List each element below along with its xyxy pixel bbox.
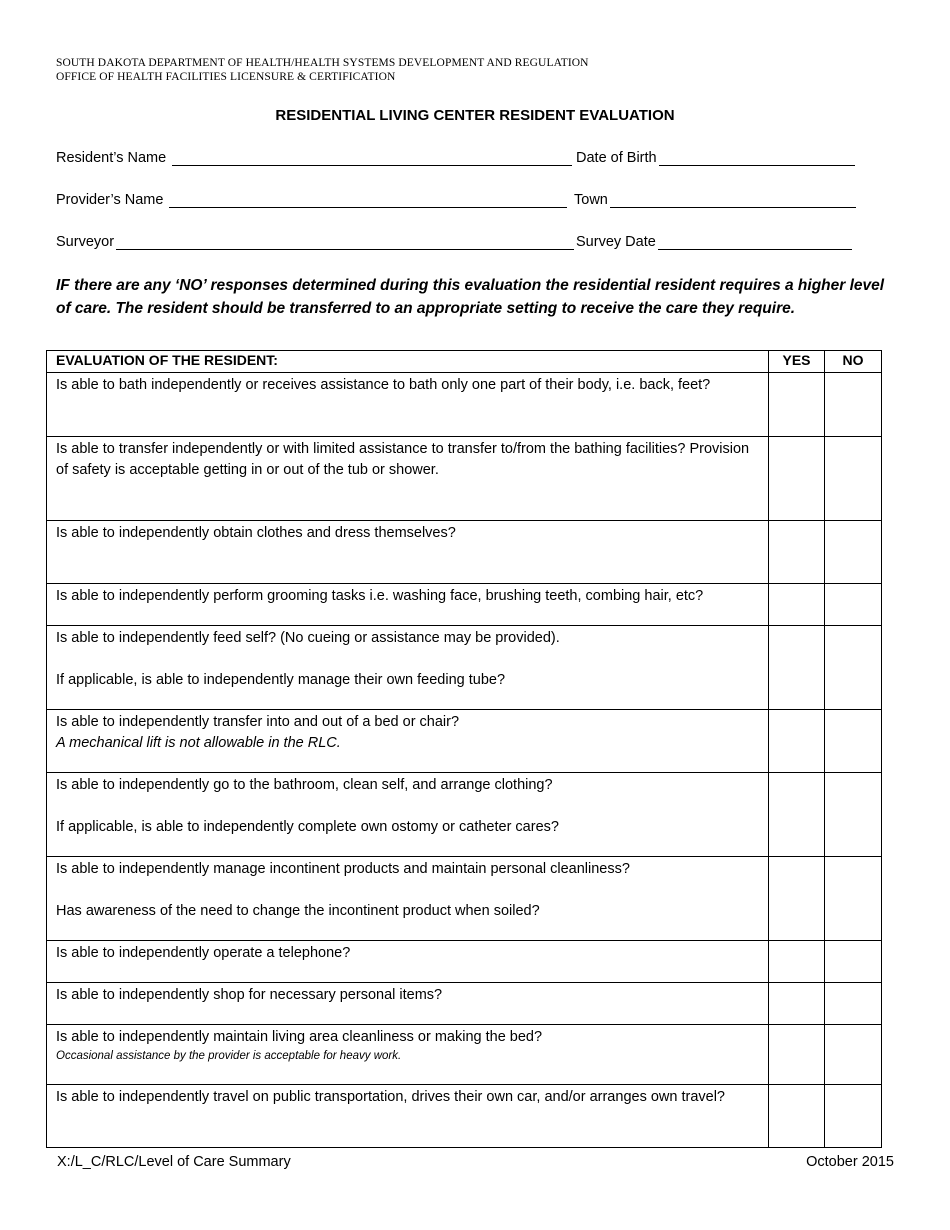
surveyor-row (56, 234, 866, 254)
date-of-birth-field[interactable] (576, 150, 855, 166)
yes-checkbox[interactable] (769, 857, 825, 941)
survey-date-label: Survey Date (576, 234, 656, 250)
question-text: Is able to independently operate a telephone? (56, 945, 351, 961)
no-checkbox[interactable] (825, 710, 882, 773)
surveyor-line[interactable] (116, 234, 574, 250)
town-line[interactable] (610, 192, 856, 208)
question-cell (47, 584, 769, 626)
question-cell (47, 373, 769, 437)
question-text: Is able to independently maintain living area cleanliness or making the bed? (56, 1029, 543, 1045)
no-checkbox[interactable] (825, 983, 882, 1025)
evaluation-table (46, 350, 882, 1148)
question-cell (47, 710, 769, 773)
yes-checkbox[interactable] (769, 983, 825, 1025)
question-cell (47, 1085, 769, 1148)
table-row (47, 857, 882, 941)
survey-date-field[interactable] (576, 234, 852, 250)
yes-checkbox[interactable] (769, 373, 825, 437)
page-title: RESIDENTIAL LIVING CENTER RESIDENT EVALUATION (275, 107, 675, 124)
date-of-birth-label: Date of Birth (576, 150, 657, 166)
no-checkbox[interactable] (825, 1085, 882, 1148)
no-checkbox[interactable] (825, 857, 882, 941)
table-row (47, 521, 882, 584)
table-row (47, 983, 882, 1025)
no-checkbox[interactable] (825, 1025, 882, 1085)
agency-line-2: OFFICE OF HEALTH FACILITIES LICENSURE & CERTIFICATION (56, 71, 396, 83)
provider-name-field[interactable] (56, 192, 567, 208)
no-checkbox[interactable] (825, 773, 882, 857)
evaluation-header: EVALUATION OF THE RESIDENT: (47, 351, 769, 373)
resident-name-line[interactable] (172, 150, 572, 166)
footer-date: October 2015 (806, 1154, 894, 1170)
provider-row (56, 192, 866, 212)
provider-name-label: Provider’s Name (56, 192, 164, 208)
table-row (47, 373, 882, 437)
table-row (47, 941, 882, 983)
question-text: Is able to independently shop for necessary personal items? (56, 987, 443, 1003)
yes-checkbox[interactable] (769, 584, 825, 626)
question-text: Has awareness of the need to change the incontinent product when soiled? (56, 903, 540, 919)
question-text: Is able to independently transfer into and out of a bed or chair? (56, 714, 460, 730)
footer-path: X:/L_C/RLC/Level of Care Summary (57, 1154, 291, 1170)
yes-checkbox[interactable] (769, 437, 825, 521)
table-row (47, 710, 882, 773)
provider-name-line[interactable] (169, 192, 567, 208)
date-of-birth-line[interactable] (659, 150, 855, 166)
question-text: Is able to independently feed self? (No cueing or assistance may be provided). (56, 630, 560, 646)
no-checkbox[interactable] (825, 584, 882, 626)
yes-checkbox[interactable] (769, 626, 825, 710)
no-checkbox[interactable] (825, 373, 882, 437)
town-label: Town (574, 192, 608, 208)
question-text: Is able to independently manage incontinent products and maintain personal cleanliness? (56, 861, 630, 877)
yes-checkbox[interactable] (769, 941, 825, 983)
question-cell (47, 941, 769, 983)
question-cell (47, 521, 769, 584)
surveyor-label: Surveyor (56, 234, 115, 250)
no-header: NO (825, 351, 882, 373)
yes-checkbox[interactable] (769, 710, 825, 773)
table-row (47, 773, 882, 857)
resident-name-label: Resident’s Name (56, 150, 167, 166)
yes-header: YES (769, 351, 825, 373)
no-checkbox[interactable] (825, 437, 882, 521)
question-note: A mechanical lift is not allowable in the RLC. (56, 735, 341, 751)
agency-line-1: SOUTH DAKOTA DEPARTMENT OF HEALTH/HEALTH SYSTEMS DEVELOPMENT AND REGULATION (56, 57, 589, 69)
no-checkbox[interactable] (825, 521, 882, 584)
question-text: If applicable, is able to independently manage their own feeding tube? (56, 672, 506, 688)
table-row (47, 1085, 882, 1148)
table-header-row (47, 351, 882, 373)
no-checkbox[interactable] (825, 626, 882, 710)
question-text: Is able to independently perform grooming tasks i.e. washing face, brushing teeth, combing hair, etc? (56, 588, 704, 604)
surveyor-field[interactable] (56, 234, 574, 250)
question-cell (47, 1025, 769, 1085)
table-row (47, 626, 882, 710)
no-checkbox[interactable] (825, 941, 882, 983)
table-row (47, 584, 882, 626)
question-cell (47, 437, 769, 521)
yes-checkbox[interactable] (769, 521, 825, 584)
survey-date-line[interactable] (658, 234, 852, 250)
question-cell (47, 983, 769, 1025)
yes-checkbox[interactable] (769, 1025, 825, 1085)
table-row (47, 437, 882, 521)
question-text: Is able to independently obtain clothes and dress themselves? (56, 525, 456, 541)
question-text: Is able to independently go to the bathroom, clean self, and arrange clothing? (56, 777, 553, 793)
question-text: If applicable, is able to independently complete own ostomy or catheter cares? (56, 819, 559, 835)
yes-checkbox[interactable] (769, 773, 825, 857)
town-field[interactable] (574, 192, 856, 208)
resident-name-field[interactable] (56, 150, 572, 166)
yes-checkbox[interactable] (769, 1085, 825, 1148)
question-cell (47, 857, 769, 941)
agency-header (56, 56, 589, 84)
question-note: Occasional assistance by the provider is acceptable for heavy work. (56, 1050, 402, 1062)
higher-care-notice: IF there are any ‘NO’ responses determined during this evaluation the residential resident requires a higher level of care. The resident should be transferred to an appropriate setting to receive the care they require. (56, 277, 885, 317)
question-text: Is able to independently travel on public transportation, drives their own car, and/or arranges own travel? (56, 1089, 725, 1105)
question-cell (47, 773, 769, 857)
table-row (47, 1025, 882, 1085)
question-cell (47, 626, 769, 710)
resident-row (56, 150, 866, 170)
question-text: Is able to bath independently or receives assistance to bath only one part of their body, i.e. back, feet? (56, 377, 711, 393)
question-text: Is able to transfer independently or with limited assistance to transfer to/from the bathing facilities? Provision of safety is acceptable getting in or out of the tub or shower. (56, 441, 750, 478)
